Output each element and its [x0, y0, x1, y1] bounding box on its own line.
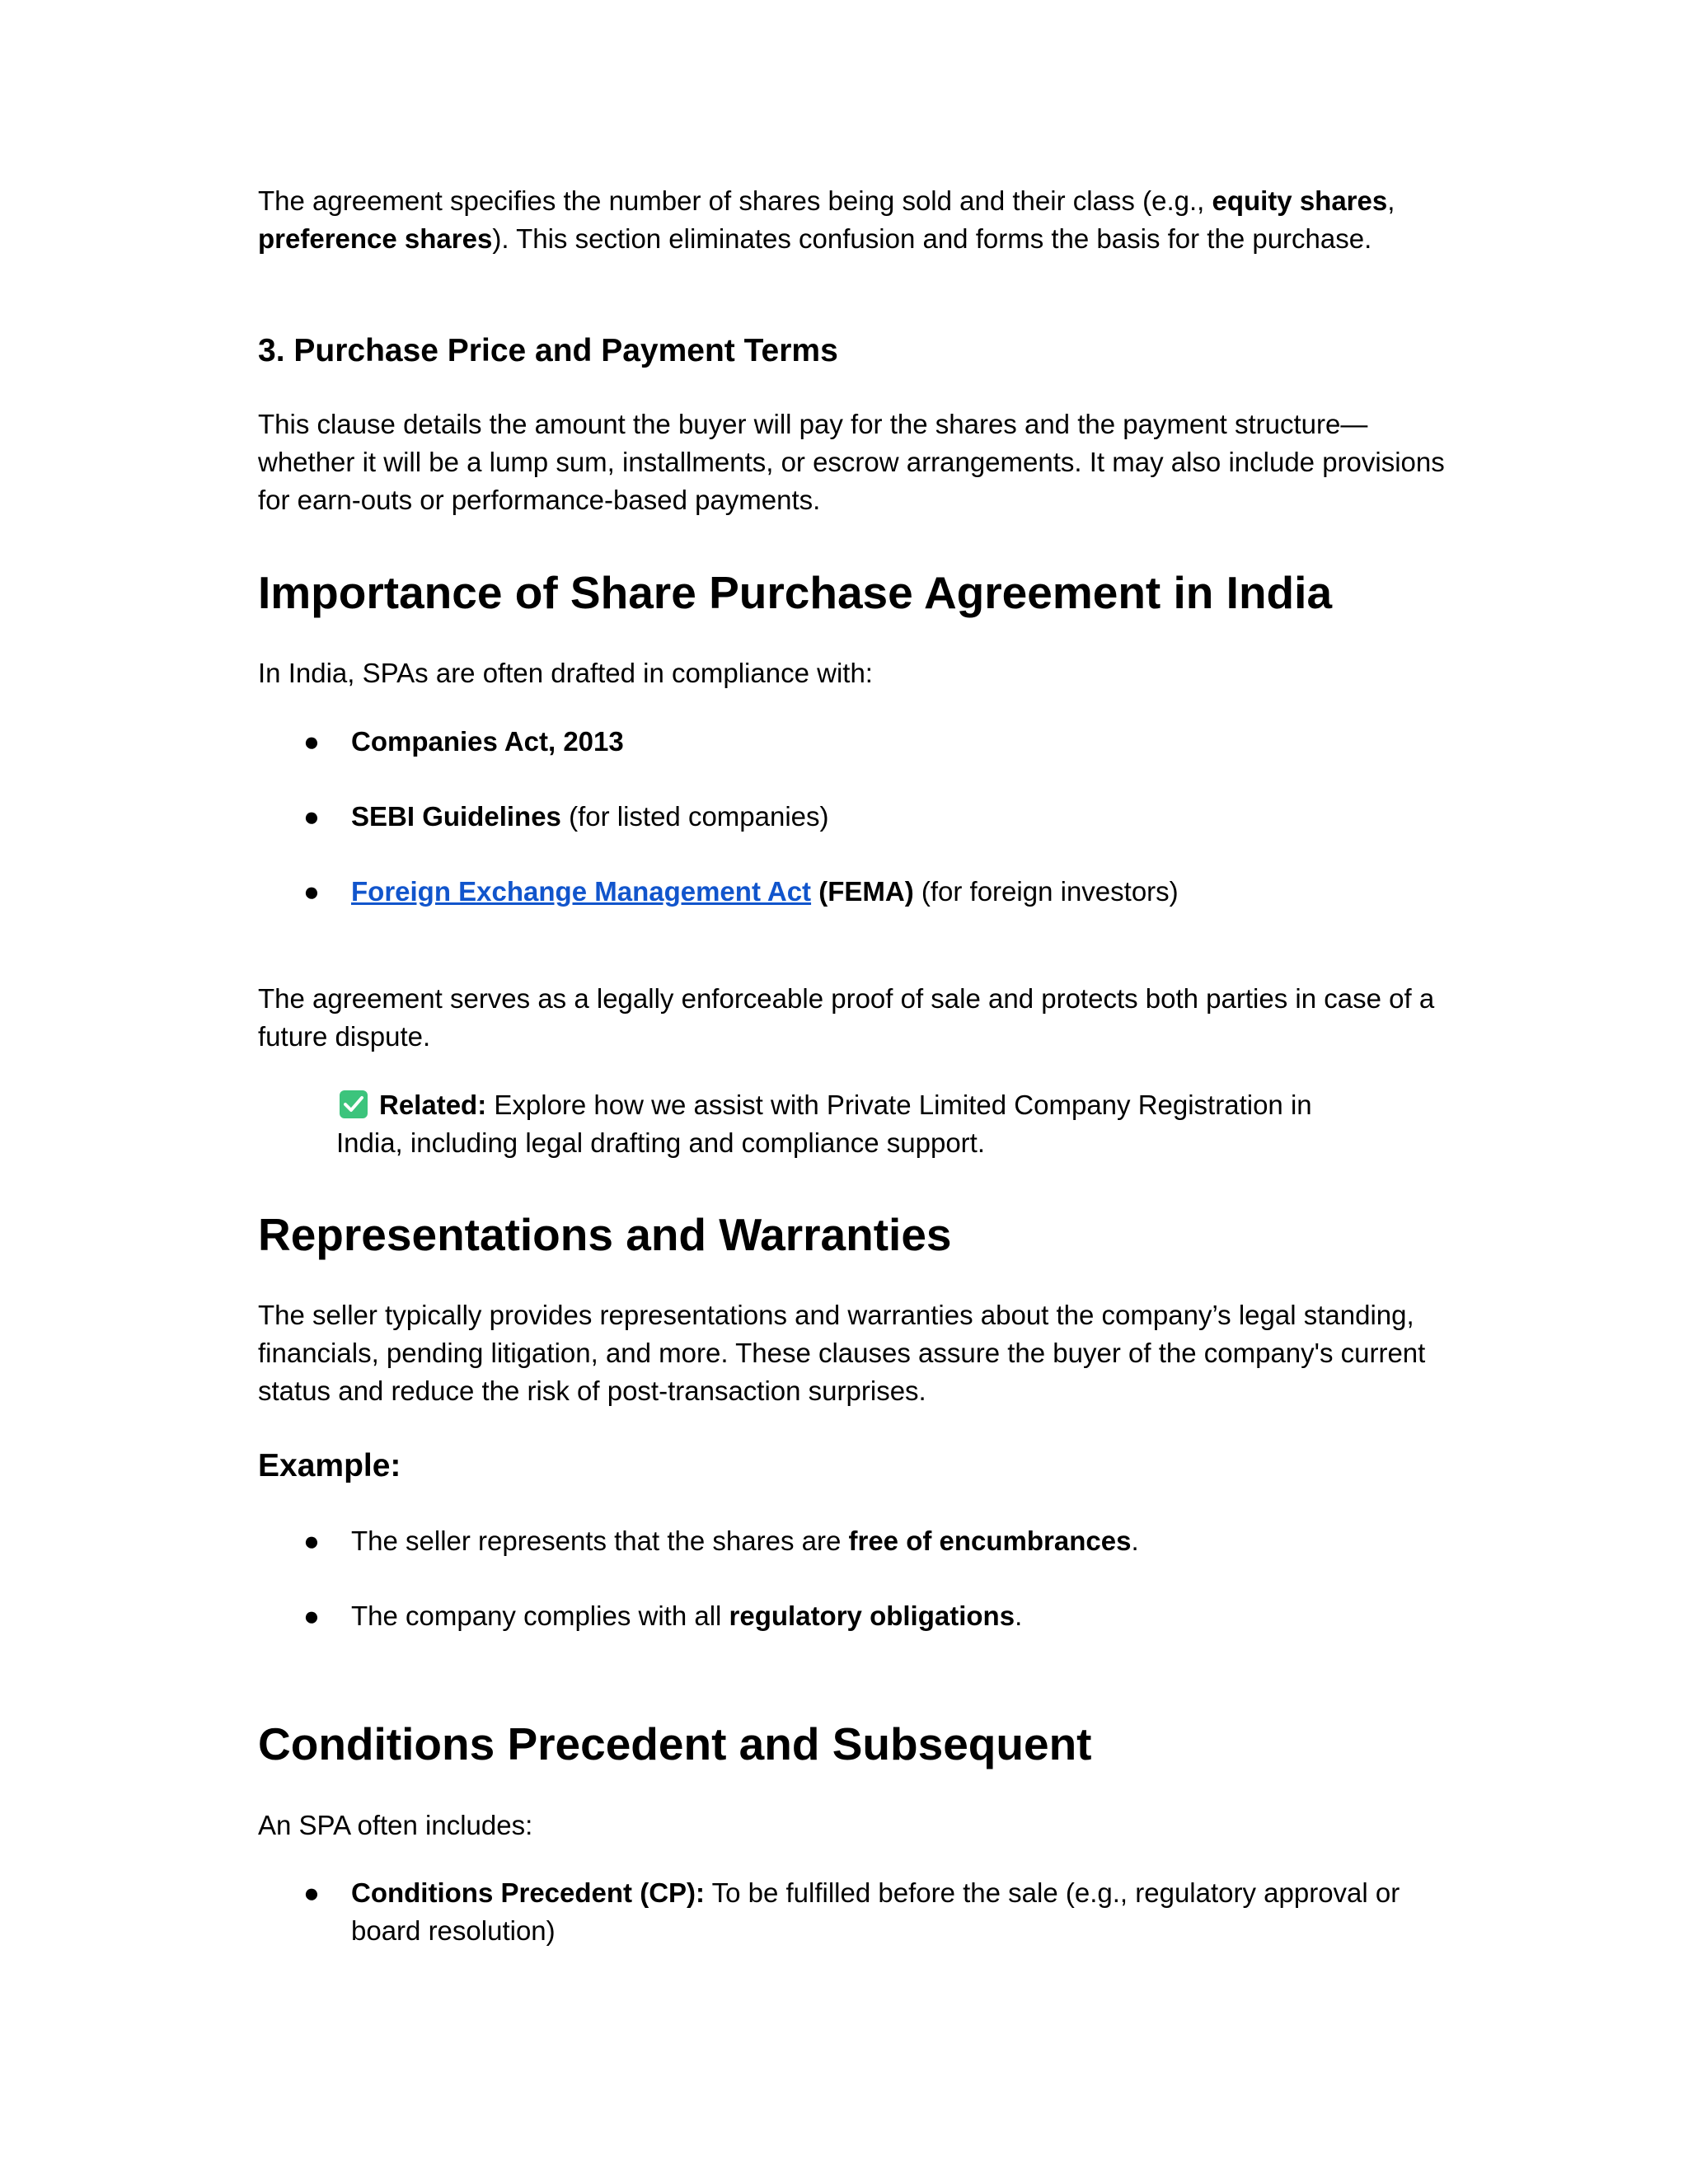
- bullet-marker: ●: [303, 876, 320, 907]
- cp-rest: To be fulfilled before the sale (e.g., regulatory approval or board resolution): [351, 1877, 1400, 1946]
- intro-bold-equity: equity shares: [1212, 185, 1388, 216]
- bullet-marker: ●: [303, 1601, 320, 1631]
- sebi-rest: (for listed companies): [560, 801, 829, 832]
- related-label: Related:: [379, 1090, 487, 1120]
- section3-heading: 3. Purchase Price and Payment Terms: [258, 333, 838, 368]
- intro-text-1: The agreement specifies the number of shares being sold and their class (e.g.,: [258, 185, 1212, 216]
- reps-heading: Representations and Warranties: [258, 1209, 952, 1260]
- list-item-fema: [351, 873, 1447, 911]
- importance-heading: Importance of Share Purchase Agreement in India: [258, 567, 1333, 618]
- bullet-marker: ●: [303, 801, 320, 832]
- encumbrances-bold: free of encumbrances: [848, 1526, 1132, 1556]
- fema-bold: (FEMA): [811, 876, 914, 907]
- list-item-cp: [351, 1874, 1447, 1950]
- intro-paragraph: [258, 182, 1445, 258]
- bullet-marker: ●: [303, 1877, 320, 1908]
- cp-bold: Conditions Precedent (CP):: [351, 1877, 706, 1908]
- regulatory-pre: The company complies with all: [351, 1601, 729, 1631]
- regulatory-post: .: [1015, 1601, 1023, 1631]
- fema-rest: (for foreign investors): [913, 876, 1179, 907]
- intro-text-2: ,: [1387, 185, 1395, 216]
- check-mark-icon: [340, 1090, 368, 1118]
- list-item-regulatory: [351, 1597, 1447, 1635]
- conditions-intro: An SPA often includes:: [258, 1810, 533, 1840]
- encumbrances-pre: The seller represents that the shares are: [351, 1526, 849, 1556]
- bullet-marker: ●: [303, 1526, 320, 1556]
- fema-link[interactable]: Foreign Exchange Management Act: [351, 876, 812, 907]
- list-item-sebi: [351, 798, 1447, 836]
- encumbrances-post: .: [1131, 1526, 1139, 1556]
- importance-intro: In India, SPAs are often drafted in compliance with:: [258, 658, 873, 688]
- sebi-bold: SEBI Guidelines: [351, 801, 561, 832]
- bullet-marker: ●: [303, 726, 320, 757]
- intro-bold-preference: preference shares: [258, 223, 493, 254]
- reps-paragraph: The seller typically provides representations and warranties about the company’s legal standing, financials, pending litigation, and more. These clauses assure the buyer of the company's current status and reduce the risk of post-transaction surprises.: [258, 1300, 1426, 1406]
- example-heading: Example:: [258, 1448, 401, 1483]
- companies-act-text: Companies Act, 2013: [351, 726, 624, 757]
- related-text: Explore how we assist with Private Limited Company Registration in India, including legal drafting and compliance support.: [336, 1090, 1312, 1158]
- regulatory-bold: regulatory obligations: [729, 1601, 1015, 1631]
- conditions-heading: Conditions Precedent and Subsequent: [258, 1718, 1092, 1769]
- list-item-encumbrances: [351, 1522, 1447, 1560]
- related-note: [336, 1086, 1375, 1162]
- intro-text-3: ). This section eliminates confusion and forms the basis for the purchase.: [492, 223, 1372, 254]
- list-item-companies-act: [351, 723, 1447, 761]
- section3-paragraph: This clause details the amount the buyer will pay for the shares and the payment structure—whether it will be a lump sum, installments, or escrow arrangements. It may also include provisions for earn-outs or performance-based payments.: [258, 409, 1445, 515]
- importance-closing: The agreement serves as a legally enforceable proof of sale and protects both parties in case of a future dispute.: [258, 983, 1435, 1052]
